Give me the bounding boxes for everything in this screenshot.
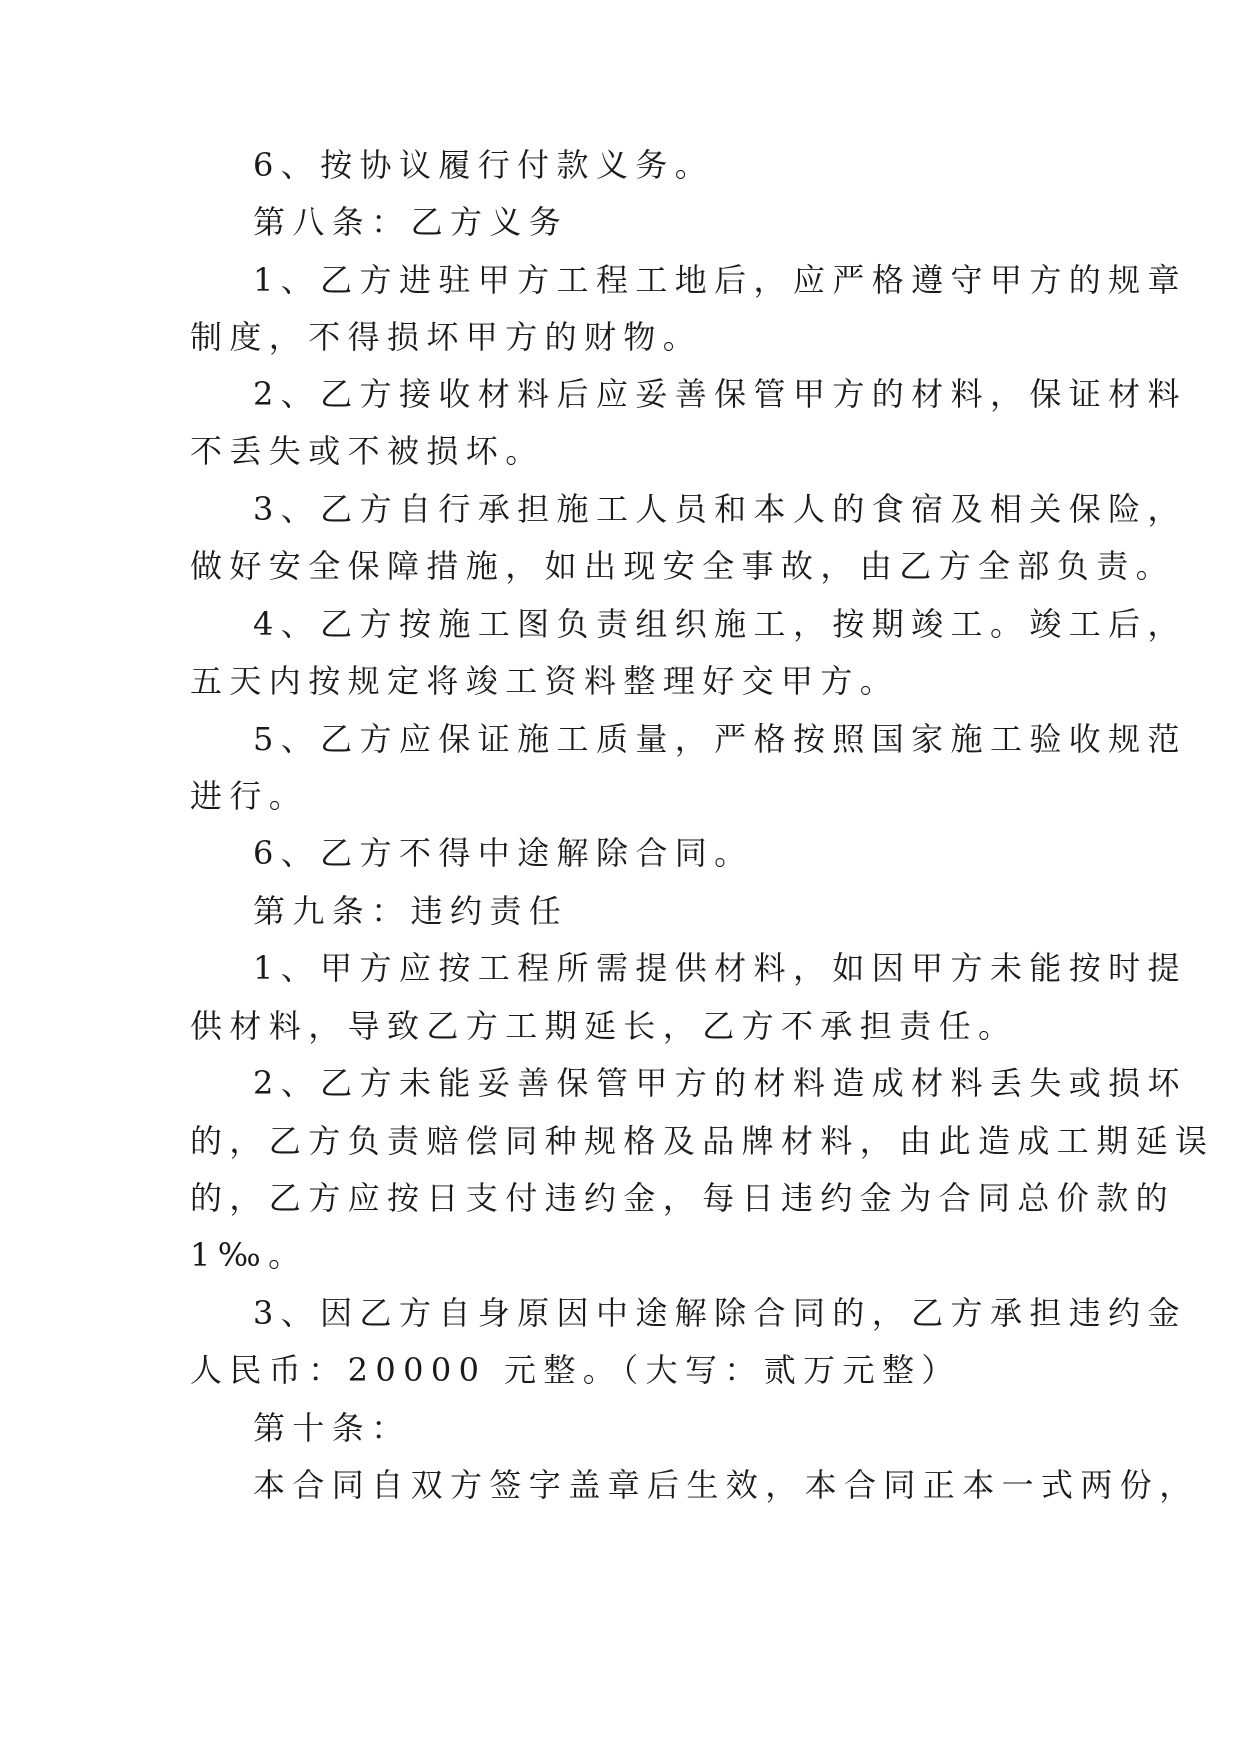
text-line: 6、按协议履行付款义务。 [253,146,715,184]
text-line: 4、乙方按施工图负责组织施工，按期竣工。竣工后， [253,605,1187,643]
text-line: 1‰。 [190,1236,308,1274]
text-line: 3、因乙方自身原因中途解除合同的，乙方承担违约金 [253,1294,1187,1332]
text-line: 本合同自双方签字盖章后生效，本合同正本一式两份， [253,1466,1199,1504]
text-line: 1、乙方进驻甲方工程工地后，应严格遵守甲方的规章 [253,261,1187,299]
text-line: 6、乙方不得中途解除合同。 [253,834,754,872]
text-line: 1、甲方应按工程所需提供材料，如因甲方未能按时提 [253,949,1187,987]
text-line: 人民币：20000 元整。（大写：贰万元整） [190,1351,961,1389]
text-line: 的，乙方应按日支付违约金，每日违约金为合同总价款的 [190,1179,1176,1217]
text-line: 进行。 [190,777,309,815]
text-line: 制度，不得损坏甲方的财物。 [190,318,703,356]
text-line: 不丢失或不被损坏。 [190,432,545,470]
text-line: 做好安全保障措施，如出现安全事故，由乙方全部负责。 [190,547,1176,585]
text-line: 2、乙方接收材料后应妥善保管甲方的材料，保证材料 [253,375,1187,413]
text-line: 供材料，导致乙方工期延长，乙方不承担责任。 [190,1007,1018,1045]
text-line: 2、乙方未能妥善保管甲方的材料造成材料丢失或损坏 [253,1064,1187,1102]
text-line: 五天内按规定将竣工资料整理好交甲方。 [190,662,900,700]
section-heading: 第十条： [253,1409,411,1447]
section-heading: 第八条：乙方义务 [253,203,569,241]
text-line: 的，乙方负责赔偿同种规格及品牌材料，由此造成工期延误 [190,1122,1215,1160]
section-heading: 第九条：违约责任 [253,892,569,930]
text-line: 5、乙方应保证施工质量，严格按照国家施工验收规范 [253,720,1187,758]
text-line: 3、乙方自行承担施工人员和本人的食宿及相关保险， [253,490,1187,528]
